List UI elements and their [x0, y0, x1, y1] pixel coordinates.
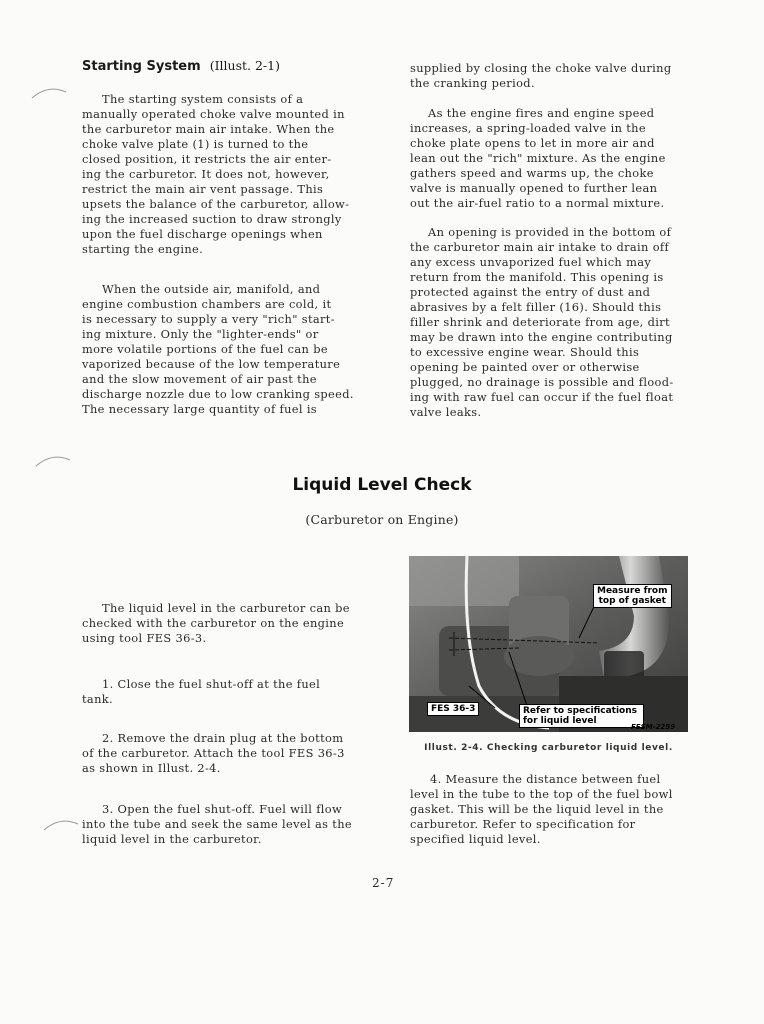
step-2: 2. Remove the drain plug at the bottom of the carburetor. Attach the tool FES 36-3 as shown in Illust. 2-4. — [82, 731, 345, 775]
label-tool: FES 36-3 — [427, 702, 479, 716]
illustration-ref: (Illust. 2-1) — [209, 58, 280, 73]
binder-hole-mark — [30, 84, 70, 100]
paragraph-starting-4: As the engine fires and engine speed increases, a spring-loaded valve in the choke plate opens to let in more air and lean out the "rich" mixture. As the engine gathers speed and warms up, the choke valve is manually opened to further lean out the air-fuel ratio to a normal mixture. — [410, 106, 666, 210]
binder-hole-mark — [34, 452, 74, 468]
paragraph-starting-5: An opening is provided in the bottom of the carburetor main air intake to drain off any excess unvaporized fuel which may return from the manifold. This opening is protected against the entry of dust and abrasives by a felt filler (16). Should this filler shrink and deteriorate from age, dirt may be drawn into the engine contributing to excessive engine wear. Should this opening be painted over or otherwise plugged, no drainage is possible and flood- ing with raw fuel can occur if the fuel float valve leaks. — [410, 225, 674, 419]
step-4: 4. Measure the distance between fuel level in the tube to the top of the fuel bowl gasket. This will be the liquid level in the carburetor. Refer to specification for specified liquid level. — [410, 772, 673, 846]
section-title-liquid-level: Liquid Level Check — [292, 475, 472, 495]
section-subtitle: (Carburetor on Engine) — [305, 512, 459, 527]
step-3: 3. Open the fuel shut-off. Fuel will flow into the tube and seek the same level as the liquid level in the carburetor. — [82, 802, 352, 846]
step-1: 1. Close the fuel shut-off at the fuel tank. — [82, 677, 321, 706]
binder-hole-mark — [42, 816, 82, 832]
paragraph-liquid-intro: The liquid level in the carburetor can be checked with the carburetor on the engine using tool FES 36-3. — [82, 601, 350, 645]
paragraph-starting-1: The starting system consists of a manually operated choke valve mounted in the carburetor main air intake. When the choke valve plate (1) is turned to the closed position, it restricts the air enter- ing the carburetor. It does not, however, restrict the main air vent passage. This upsets the balance of the carburetor, allow- ing the increased suction to draw strongly upon the fuel discharge openings when starting the engine. — [82, 92, 350, 256]
label-refer-specifications: Refer to specifications for liquid level — [519, 704, 644, 728]
label-measure-from-gasket: Measure from top of gasket — [593, 584, 672, 608]
carburetor-photo — [409, 556, 688, 732]
paragraph-starting-2: When the outside air, manifold, and engine combustion chambers are cold, it is necessary to supply a very "rich" start- ing mixture. Only the "lighter-ends" or more volatile portions of the fuel can be vaporized because of the low temperature and the slow movement of air past the discharge nozzle due to low cranking speed. The necessary large quantity of fuel is — [82, 282, 354, 416]
heading-text: Starting System — [82, 59, 201, 74]
page-number: 2-7 — [372, 876, 395, 890]
paragraph-starting-3: supplied by closing the choke valve during the cranking period. — [410, 61, 672, 90]
figure-code: FESM-2259 — [631, 723, 675, 731]
section-heading-starting-system — [82, 58, 280, 74]
figure-caption: Illust. 2-4. Checking carburetor liquid level. — [424, 743, 673, 753]
